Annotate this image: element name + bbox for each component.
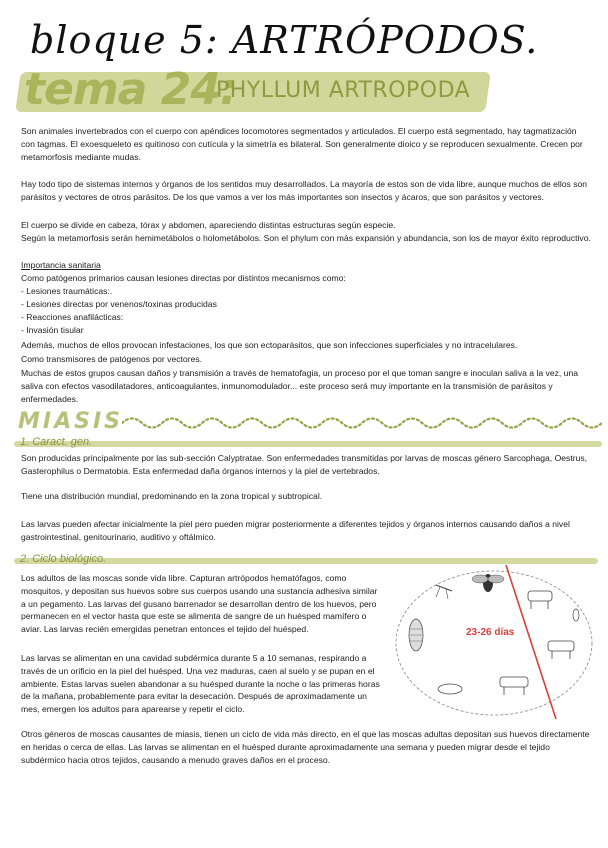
cow-icon (528, 591, 552, 609)
fly-icon (472, 574, 504, 592)
importancia-line: Como patógenos primarios causan lesiones directas por distintos mecanismos como: (21, 273, 346, 283)
importancia-line: Como transmisores de patógenos por vectores. (21, 354, 203, 364)
intro-paragraph-2: Hay todo tipo de sistemas internos y órganos de los sentidos muy desarrollados. La mayoría de estos son de vida libre, aunque muchos de ellos son parásitos y vectores de otros parásitos. De los que vamos a ver los más importantes son insectos y ácaros, que son parásitos y vectores. (21, 179, 588, 202)
life-cycle-diagram (388, 563, 600, 721)
animal-icon (438, 684, 462, 694)
importancia-line: Muchas de estos grupos causan daños y transmisión a través de hematofagia, un proceso por el que toman sangre e inoculan saliva a la vez, una saliva con efectos vasodilatadores, anticoagulantes, inmunomodulador... este proceso será muy importante en la transmisión de parásitos y enfermedades. (21, 368, 579, 404)
mosquito-icon (436, 585, 452, 599)
cow-icon (500, 677, 528, 695)
wavy-divider (122, 412, 602, 434)
s2-paragraph-2: Las larvas se alimentan en una cavidad subdérmica durante 5 a 10 semanas, respirando a través de un orificio en la piel del huésped. Una vez maduras, caen al suelo y se pupan en el ambiente. Estas larvas suelen abandonar a su huésped durante la noche o las primeras horas de la mañana, probablemente para evitar la desecación. Después de aproximadamente un mes, emergen los adultos para aparearse y repetir el ciclo. (21, 653, 380, 715)
intro-paragraph-3b: Según la metamorfosis serán hemimetábolos o holometábolos. Son el phylum con más expansión y abundancia, son los de mayor éxito reproductivo. (21, 233, 591, 243)
importancia-line: - Reacciones anafilácticas: (21, 312, 124, 322)
s1-paragraph-2: Tiene una distribución mundial, predominando en la zona tropical y subtropical. (21, 491, 323, 501)
larva-icon (409, 619, 423, 651)
s2-paragraph-1: Los adultos de las moscas sonde vida libre. Capturan artrópodos hematófagos, como mosquitos, y depositan sus huevos sobre sus cuerpos usando una sustancia adhesiva similar a un pegamento. Las larvas del gusano barrenador se desarrollan dentro de los huevos, pero permanecen en el vector hasta que este se alimenta de sangre de un huésped mamífero o aviar. Las larvas recién emergidas penetran entonces el tejido del huésped. (21, 573, 378, 635)
intro-paragraph-3a: El cuerpo se divide en cabeza, tórax y abdomen, apareciendo distintas estructuras según especie. (21, 220, 396, 230)
s1-paragraph-1: Son producidas principalmente por las sub-sección Calyptratae. Son enfermedades transmitidas por larvas de moscas género Sarcophaga, Oestrus, Gasterophilus o Dermatobia. Esta enfermedad daña órganos internos y la piel de vertebrados. (21, 453, 588, 476)
s1-paragraph-3: Las larvas pueden afectar inicialmente la piel pero pueden migrar posteriormente a diferentes tejidos y órganos internos causando daños a nivel gastrointestinal, genitourinario, auditivo y oftálmico. (21, 519, 570, 542)
importancia-line: Además, muchos de ellos provocan infestaciones, los que son ectoparásitos, que son infecciones superficiales y no intracelulares. (21, 340, 518, 350)
cow-icon (548, 641, 574, 659)
diagram-duration-label: 23-26 días (466, 627, 515, 638)
tema-number: tema 24: (24, 64, 237, 115)
importancia-line: - Invasión tisular (21, 325, 84, 335)
egg-icon (573, 609, 579, 621)
intro-paragraph-1: Son animales invertebrados con el cuerpo con apéndices locomotores segmentados y articulados. El cuerpo está segmentado, hay tagmatización con tagmas. El exoesqueleto es quitinoso con cutícula y la simetría es bilateral. Son generalmente dioico y se reproducen sexualmente. Crecen por metamorfosis mediante mudas. (21, 126, 583, 162)
section-highlight (14, 441, 602, 447)
miasis-title: MIASIS (18, 409, 123, 434)
s2-paragraph-3: Otros géneros de moscas causantes de miasis, tienen un ciclo de vida más directo, en el que las moscas adultas depositan sus huevos directamente en heridas o cerca de ellas. Las larvas se alimentan en el huésped durante aproximadamente una semana y pueden migrar desde el tejido subdérmico hacia otros tejidos, causando a menudo graves daños en el proceso. (21, 729, 590, 765)
page-title: bloque 5: ARTRÓPODOS. (30, 18, 539, 62)
importancia-line: - Lesiones traumáticas:. (21, 286, 113, 296)
importancia-line: - Lesiones directas por venenos/toxinas producidas (21, 299, 217, 309)
section-2-title: 2. Ciclo biológico. (20, 553, 107, 565)
tema-title: PHYLLUM ARTROPODA (216, 78, 471, 103)
section-1-title: 1. Caract. gen. (20, 436, 93, 448)
importancia-heading: Importancia sanitaria (21, 260, 101, 270)
